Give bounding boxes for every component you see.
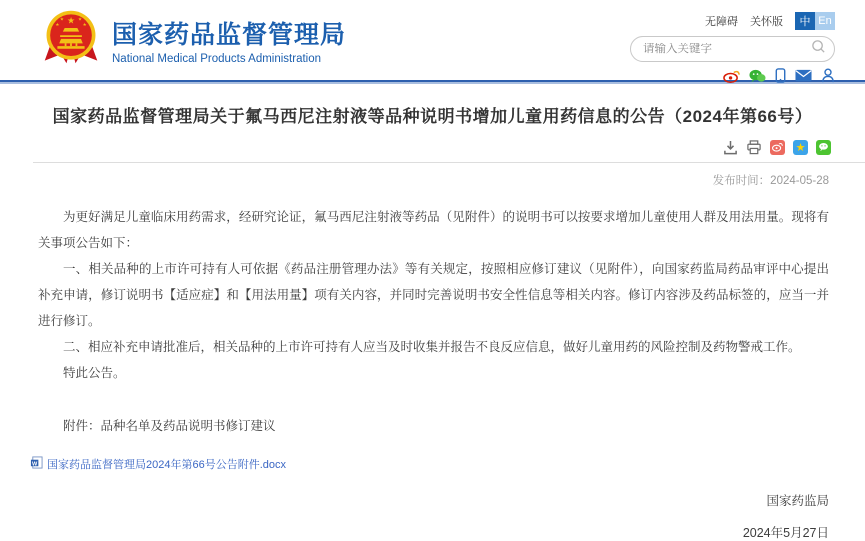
mobile-icon[interactable] [775,68,786,83]
accessibility-link[interactable]: 无障碍 [705,16,738,28]
print-icon[interactable] [746,140,762,155]
wechat-icon[interactable] [749,69,766,83]
svg-text:★: ★ [82,22,87,28]
weibo-icon[interactable] [723,69,740,83]
paragraph-intro: 为更好满足儿童临床用药需求，经研究论证，氟马西尼注射液等药品（见附件）的说明书可以按要求增加儿童使用人群及用法用量。现将有关事项公告如下： [38,210,829,250]
article-body [38,204,829,439]
word-doc-icon [30,456,43,472]
share-wechat-icon[interactable] [816,140,831,155]
search-icon[interactable] [811,39,826,59]
signature-date: 2024年5月27日 [742,526,829,540]
attachment-file-link[interactable] [30,456,286,472]
org-name-en: National Medical Products Administration [112,52,322,65]
share-qzone-icon[interactable]: ★ [793,140,808,155]
national-emblem-icon [42,8,100,71]
paragraph-closing: 特此公告。 [63,366,126,380]
svg-text:W: W [32,461,38,468]
site-header [0,0,865,80]
attachment-line: 附件：品种名单及药品说明书修订建议 [63,419,276,433]
download-icon[interactable] [723,140,738,155]
org-name: 国家药品监督管理局 [112,20,347,49]
signature-org: 国家药监局 [766,494,829,508]
attachment-file-name: 国家药品监督管理局2024年第66号公告附件.docx [47,459,286,471]
svg-text:★: ★ [66,15,76,26]
signature-block [0,491,829,541]
svg-text:★: ★ [59,16,64,22]
language-toggle [795,12,835,30]
search-box[interactable] [630,36,835,62]
paragraph-item-1: 一、相关品种的上市许可持有人可依据《药品注册管理办法》等有关规定，按照相应修订建议（见附件），向国家药监局药品审评中心提出补充申请，修订说明书【适应症】和【用法用量】项有关内容，并同时完善说明书安全性信息等相关内容。修订内容涉及药品标签的，应当一并进行修订。 [38,262,829,328]
page-title: 国家药品监督管理局关于氟马西尼注射液等品种说明书增加儿童用药信息的公告（2024年第66号） [52,107,813,126]
lang-zh-button[interactable]: 中 [795,12,815,30]
svg-text:★: ★ [78,16,83,22]
user-icon[interactable] [821,68,835,83]
svg-text:★: ★ [55,22,60,28]
search-input[interactable] [643,43,811,55]
title-divider [33,162,865,163]
publish-time [0,172,829,188]
publish-time-value: 2024-05-28 [770,175,829,187]
lang-en-button[interactable]: En [815,12,835,30]
paragraph-item-2: 二、相应补充申请批准后，相关品种的上市许可持有人应当及时收集并报告不良反应信息，做好儿童用药的风险控制及药物警戒工作。 [63,340,801,354]
article-toolbar [0,139,831,155]
publish-time-label: 发布时间： [712,175,771,187]
share-weibo-icon[interactable] [770,140,785,155]
mail-icon[interactable] [795,69,812,82]
site-brand[interactable] [42,8,346,71]
care-version-link[interactable]: 关怀版 [750,16,783,28]
